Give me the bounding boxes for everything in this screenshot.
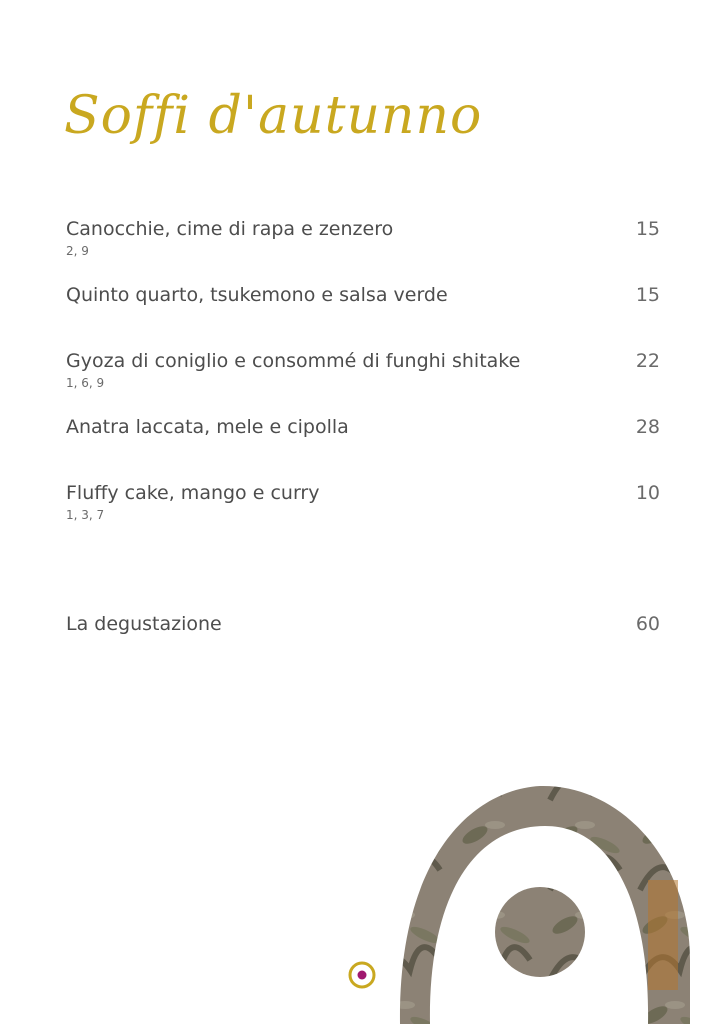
dish-name: Gyoza di coniglio e consommé di funghi shitake bbox=[66, 350, 521, 372]
tasting-name: La degustazione bbox=[66, 613, 222, 635]
page-marker-dot bbox=[358, 971, 367, 980]
o-center-disc bbox=[495, 887, 585, 977]
dish-allergens: 1, 3, 7 bbox=[66, 508, 105, 522]
dish-allergens: 1, 6, 9 bbox=[66, 376, 105, 390]
dish-price: 15 bbox=[635, 284, 660, 306]
dish-name: Quinto quarto, tsukemono e salsa verde bbox=[66, 284, 448, 306]
tiger-detail bbox=[648, 880, 678, 990]
dish-name: Anatra laccata, mele e cipolla bbox=[66, 416, 349, 438]
dish-name: Canocchie, cime di rapa e zenzero bbox=[66, 218, 394, 240]
dish-price: 10 bbox=[635, 482, 660, 504]
dish-name: Fluffy cake, mango e curry bbox=[66, 482, 320, 504]
page-title: Soffi d'autunno bbox=[64, 86, 483, 146]
dish-price: 15 bbox=[635, 218, 660, 240]
dish-price: 22 bbox=[635, 350, 660, 372]
dish-price: 28 bbox=[635, 416, 660, 438]
tasting-price: 60 bbox=[635, 613, 660, 635]
dish-allergens: 2, 9 bbox=[66, 244, 89, 258]
